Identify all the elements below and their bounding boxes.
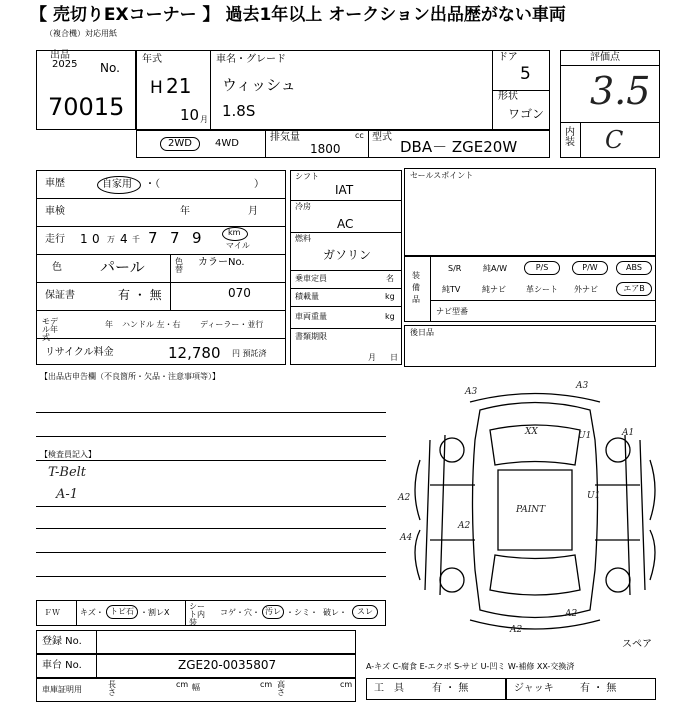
mileage-label: 走行 — [45, 234, 65, 245]
mileage-d2: 0 — [92, 232, 100, 246]
mark-9: PAINT — [516, 505, 546, 515]
jack-options: 有 ・ 無 — [580, 683, 617, 694]
length-label: 長さ — [108, 680, 116, 697]
recycle-amount: 12,780 — [168, 344, 221, 362]
score-label: 評価点 — [590, 52, 620, 63]
sales-point-box — [404, 168, 656, 256]
equipment-label: 装備品 — [412, 271, 420, 304]
inspector-line1: T-Belt — [48, 465, 87, 480]
interior-value: C — [605, 126, 624, 154]
inspection-label: 車検 — [45, 206, 65, 217]
info-block — [36, 170, 286, 365]
sales-point-label: セールスポイント — [410, 171, 474, 180]
mark-12: A2 — [510, 625, 523, 635]
history-close: ） — [254, 179, 264, 190]
color-code: 070 — [228, 286, 251, 300]
cert-label: 車庫証明用 — [42, 685, 82, 694]
lot-year: 2025 — [52, 59, 78, 70]
body-shape: ワゴン — [508, 107, 545, 121]
equipment-item-pw: P/W — [572, 261, 608, 275]
spare-label: スペア — [622, 639, 652, 650]
weight-label: 車両重量 — [295, 312, 327, 321]
model-year-handle: ハンドル 左・右 — [122, 320, 181, 329]
seat-shimi: ・シミ・ — [286, 608, 318, 617]
fw-ware: ・割レX — [140, 608, 170, 617]
warranty-options: 有 ・ 無 — [118, 288, 162, 302]
subtitle: （複合機）対応用紙 — [45, 29, 117, 38]
color-label: 色 — [52, 262, 62, 273]
history-value: 自家用 — [102, 179, 132, 190]
mark-8: A2 — [458, 521, 471, 531]
equipment-item-aw: 純A/W — [483, 264, 508, 273]
cm3: cm — [340, 680, 353, 689]
exhibitor-notes-label: 【出品店申告欄（不良箇所・欠品・注意事項等）】 — [40, 372, 220, 381]
inspector-line2: A-1 — [56, 487, 79, 502]
equipment-item-sr: S/R — [448, 264, 462, 273]
chassis-value: ZGE20-0035807 — [178, 658, 277, 672]
displacement: 1800 — [310, 142, 341, 156]
reg-no-label: 登録 No. — [42, 636, 82, 647]
car-grade: 1.8S — [222, 102, 256, 120]
mark-2: A3 — [576, 381, 589, 391]
lot-prefix: 出品 — [50, 50, 70, 61]
navi-model-label: ナビ型番 — [436, 307, 468, 316]
fw-kizu: キズ・ — [80, 608, 104, 617]
equipment-item-ps: P/S — [524, 261, 560, 275]
name-label: 車名・グレード — [216, 54, 286, 65]
mileage-unit1: 万 — [107, 235, 115, 244]
year-label: 年式 — [142, 54, 162, 65]
equipment-item-tv: 純TV — [442, 285, 461, 294]
displacement-unit: cc — [355, 131, 364, 140]
model-year-year: 年 — [105, 320, 113, 329]
mileage-unit2: 千 — [132, 235, 140, 244]
mark-4: U1 — [578, 431, 592, 441]
registration-day: 日 — [390, 353, 398, 362]
registration-month: 月 — [368, 353, 376, 362]
seat-yabure: 破レ・ — [323, 608, 347, 617]
tools-options: 有 ・ 無 — [432, 683, 469, 694]
fw-label: ＦＷ — [44, 608, 60, 617]
fuel-label: 燃料 — [295, 234, 311, 243]
weight-unit: kg — [385, 312, 395, 321]
car-damage-diagram — [390, 380, 680, 640]
height-label: 高さ — [277, 680, 285, 697]
mark-5: A1 — [622, 428, 635, 438]
month-unit: 月 — [200, 115, 208, 124]
mark-11: A2 — [565, 609, 578, 619]
mileage-mile: マイル — [226, 241, 250, 250]
equipment-item-abs: ABS — [616, 261, 652, 275]
fuel-value: ガソリン — [323, 248, 372, 262]
mileage-d5: 7 — [170, 229, 180, 247]
banner-title: 【 売切りEXコーナー 】 過去1年以上 オークション出品歴がない車両 — [30, 5, 566, 25]
history-dot: ・（ — [145, 179, 160, 190]
mileage-d1: 1 — [80, 232, 88, 246]
model-year-dealer: ディーラー・並行 — [200, 320, 264, 329]
lot-number: 70015 — [48, 93, 125, 121]
seat-items: コゲ・穴・ — [220, 608, 260, 617]
after-sale-box — [404, 325, 656, 367]
mark-3: XX — [525, 427, 538, 437]
warranty-label: 保証書 — [45, 290, 75, 301]
seat-sure: スレ — [352, 605, 378, 619]
load-label: 積載量 — [295, 292, 319, 301]
equipment-item-ext-navi: 外ナビ — [574, 285, 598, 294]
model-code: DBA－ ZGE20W — [400, 138, 518, 156]
riders-unit: 名 — [386, 274, 394, 283]
mark-6: A2 — [398, 493, 411, 503]
seat-yogore: 汚レ — [262, 605, 284, 619]
tools-label: 工 具 — [374, 683, 404, 694]
fw-tobi: トビ石 — [106, 605, 138, 619]
recycle-label: リサイクル料金 — [45, 347, 114, 358]
era: H — [150, 78, 163, 98]
seat-label: シート内装 — [189, 602, 205, 627]
color-code-label: カラーNo. — [198, 257, 245, 268]
equipment-item-leather: 革シート — [526, 285, 558, 294]
color-swap-label: 色替 — [175, 257, 183, 274]
equipment-item-navi: 純ナビ — [482, 285, 506, 294]
lot-no-label: No. — [100, 61, 120, 75]
cm2: cm — [260, 680, 273, 689]
displacement-label: 排気量 — [270, 132, 300, 143]
mileage-d6: 9 — [192, 229, 202, 247]
mark-1: A3 — [465, 387, 478, 397]
interior-label: 内装 — [565, 127, 575, 148]
drive-2wd: 2WD — [160, 137, 200, 151]
shape-label: 形状 — [498, 91, 518, 102]
ac-value: AC — [337, 217, 354, 231]
model-label: 型式 — [372, 132, 392, 143]
drive-4wd: 4WD — [215, 138, 239, 149]
mileage-d3: 4 — [120, 232, 128, 246]
jack-label: ジャッキ — [514, 683, 554, 694]
car-name: ウィッシュ — [222, 76, 296, 94]
load-unit: kg — [385, 292, 395, 301]
width-label: 幅 — [192, 683, 200, 692]
mileage-d4: 7 — [148, 229, 158, 247]
score-value: 3.5 — [590, 69, 651, 113]
equipment-item-airbag: エアB — [616, 282, 652, 296]
inspector-label: 【検査員記入】 — [40, 450, 96, 459]
inspection-month: 月 — [248, 206, 258, 217]
shift-label: シフト — [295, 172, 319, 181]
model-year-label: モデル年式 — [42, 317, 58, 342]
mileage-km: km — [228, 228, 241, 237]
riders-label: 乗車定員 — [295, 274, 327, 283]
cm1: cm — [176, 680, 189, 689]
recycle-unit: 円 預託済 — [232, 349, 267, 358]
model-year: 21 — [166, 74, 192, 98]
model-month: 10 — [180, 106, 200, 124]
reg-no-box — [36, 630, 356, 654]
color-value: パール — [100, 258, 145, 276]
mark-7: A4 — [400, 533, 413, 543]
history-label: 車歴 — [45, 178, 65, 189]
chassis-label: 車台 No. — [42, 660, 82, 671]
shift-value: IAT — [335, 183, 354, 197]
inspection-year: 年 — [180, 206, 190, 217]
registration-label: 書類期限 — [295, 332, 327, 341]
damage-legend: A-キズ C-腐食 E-エクボ S-サビ U-凹ミ W-補修 XX-交換済 — [366, 662, 575, 671]
after-sale-label: 後日品 — [410, 328, 434, 337]
ac-label: 冷房 — [295, 202, 311, 211]
door-label: ドア — [498, 52, 518, 63]
door-count: 5 — [520, 64, 531, 84]
mark-10: U1 — [587, 491, 601, 501]
